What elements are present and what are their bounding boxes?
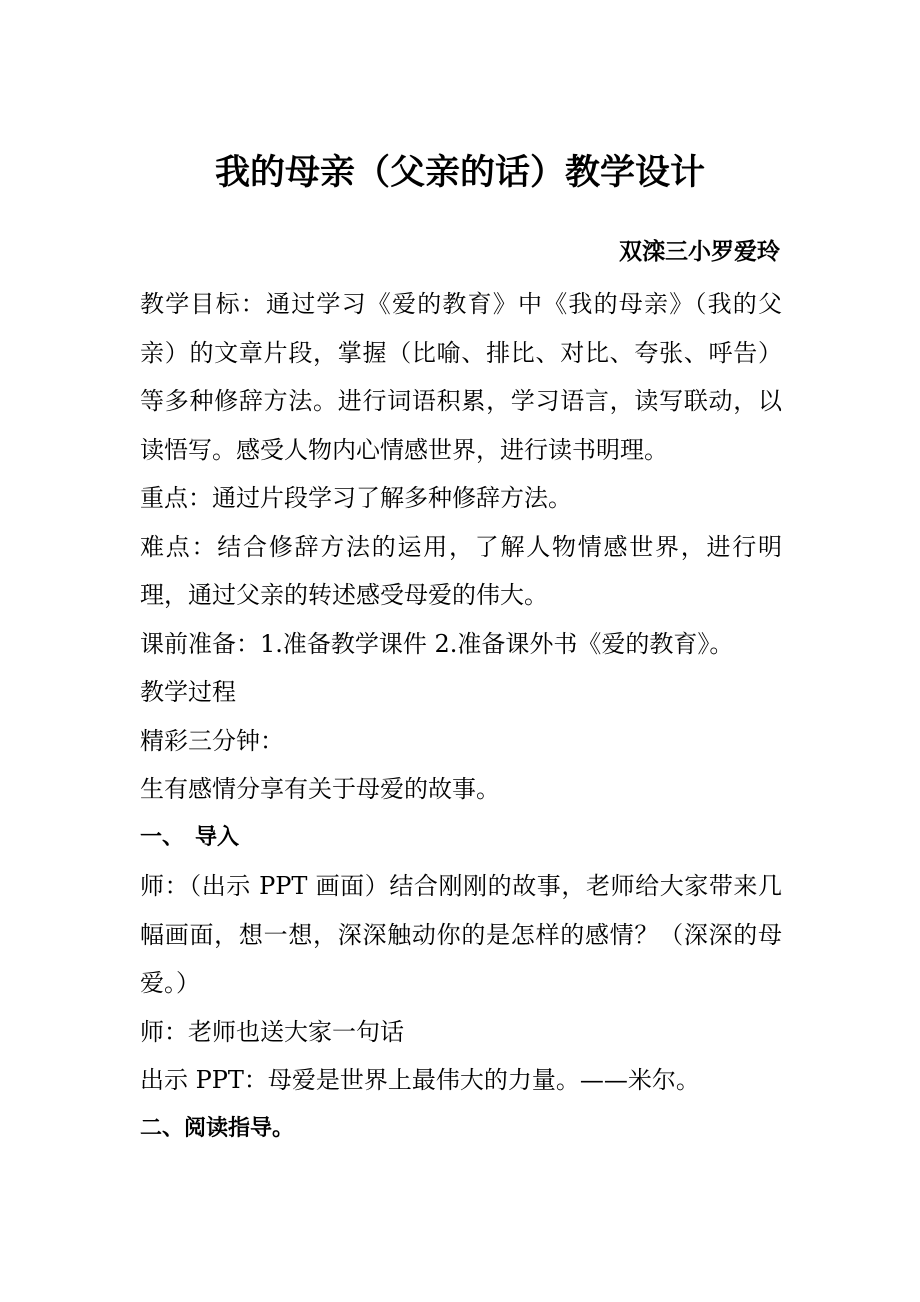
paragraph-difficulties: 难点：结合修辞方法的运用，了解人物情感世界，进行明理，通过父亲的转述感受母爱的伟大。	[140, 532, 782, 609]
paragraph-teacher-ppt: 师：（出示 PPT 画面）结合刚刚的故事，老师给大家带来几幅画面，想一想，深深触动你的是怎样的感情？（深深的母爱。）	[140, 872, 782, 997]
paragraph-process-heading: 教学过程	[140, 678, 236, 706]
section-heading-intro: 一、 导入	[140, 824, 240, 850]
paragraph-story-sharing: 生有感情分享有关于母爱的故事。	[140, 775, 500, 803]
paragraph-key-points: 重点：通过片段学习了解多种修辞方法。	[140, 484, 572, 512]
document-title: 我的母亲（父亲的话）教学设计	[214, 153, 705, 193]
paragraph-teaching-goals: 教学目标：通过学习《爱的教育》中《我的母亲》（我的父亲）的文章片段，掌握（比喻、排比、对比、夸张、呼告）等多种修辞方法。进行词语积累，学习语言，读写联动，以读悟写。感受人物内心情感世界，进行读书明理。	[140, 290, 782, 464]
paragraph-ppt-quote: 出示 PPT：母爱是世界上最伟大的力量。——米尔。	[140, 1066, 700, 1094]
paragraph-preparation: 课前准备：1.准备教学课件 2.准备课外书《爱的教育》。	[140, 629, 734, 658]
author-line: 双滦三小罗爱玲	[619, 239, 780, 265]
section-heading-reading: 二、阅读指导。	[140, 1115, 295, 1141]
paragraph-teacher-quote: 师：老师也送大家一句话	[140, 1017, 404, 1046]
paragraph-three-minutes: 精彩三分钟：	[140, 726, 284, 755]
document-body	[140, 280, 782, 1153]
